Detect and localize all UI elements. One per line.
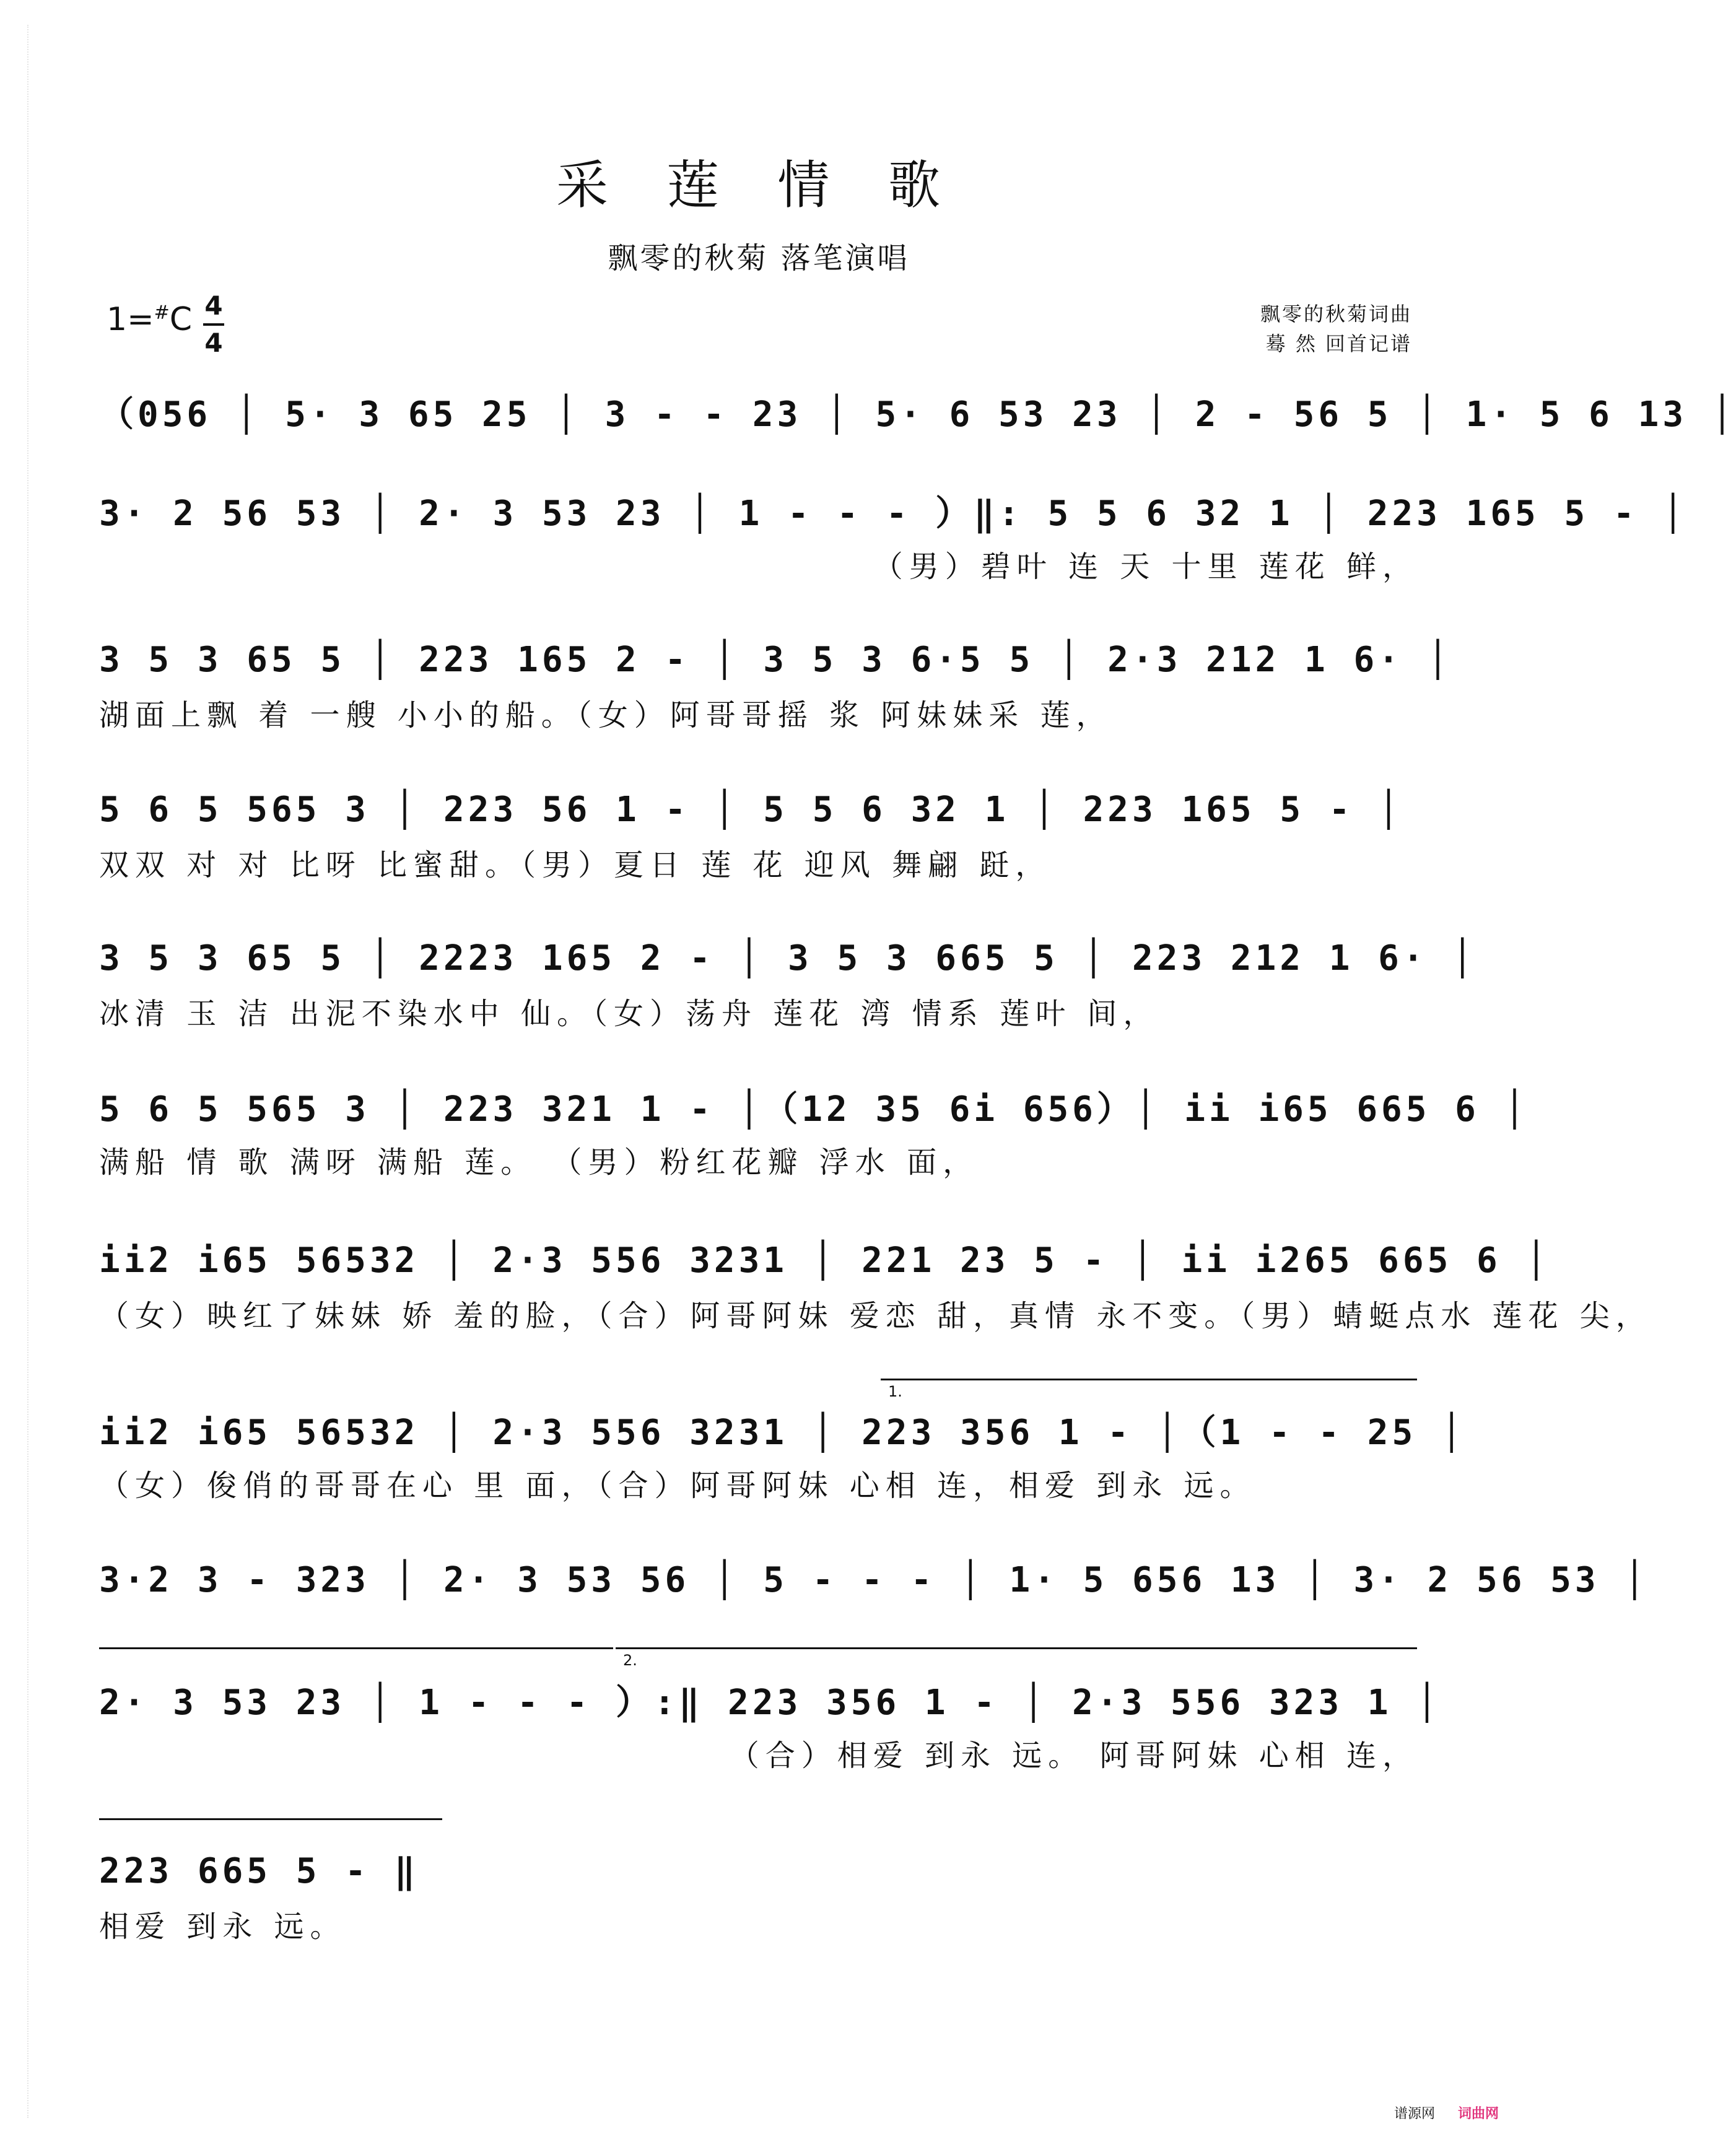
notation-line: ii2 i65 56532 │ 2·3 556 3231 │ 223 356 1 - │（1 - - 25 │ <box>99 1413 1466 1453</box>
score-system-4 <box>99 782 1418 887</box>
footer-source: 谱源网 <box>1394 2106 1435 2122</box>
song-title: 采 莲 情 歌 <box>556 155 962 216</box>
score-system-11 <box>99 1843 458 1948</box>
volta-bracket-2-cont <box>99 1818 442 1832</box>
lyric-line: （女）俊俏的哥哥在心 里 面，（合）阿哥阿妹 心相 连，相爱 到永 远。 <box>99 1468 1256 1503</box>
lyric-line: 满船 情 歌 满呀 满船 莲。 （男）粉红花瓣 浮水 面， <box>99 1144 979 1180</box>
notation-line: 3·2 3 - 323 │ 2· 3 53 56 │ 5 - - - │ 1· 5 656 13 │ 3· 2 56 53 │ <box>99 1559 1649 1600</box>
notation-line: 3· 2 56 53 │ 2· 3 53 23 │ 1 - - - ）‖: 5 5 6 32 1 │ 223 165 5 - │ <box>99 494 1688 534</box>
footer-brand: 词曲网 <box>1457 2106 1499 2122</box>
score-system-7 <box>99 1232 1652 1338</box>
score-system-6 <box>99 1079 1529 1184</box>
left-watermark-strip <box>2 25 28 2118</box>
notation-line: 5 6 5 565 3 │ 223 56 1 - │ 5 5 6 32 1 │ 223 165 5 - │ <box>99 789 1403 830</box>
page-footer <box>1394 2103 1499 2122</box>
score-system-2 <box>99 483 1688 588</box>
credit-notation: 蓦 然 回首记谱 <box>1265 332 1412 355</box>
lyric-line: （女）映红了妹妹 娇 羞的脸，（合）阿哥阿妹 爱恋 甜，真情 永不变。（男）蜻蜓点水 莲花 尖， <box>99 1298 1652 1333</box>
volta-bracket-2: 2. <box>616 1647 1417 1662</box>
notation-line: （056 │ 5· 3 65 25 │ 3 - - 23 │ 5· 6 53 23 │ 2 - 56 5 │ 1· 5 6 13 │ <box>99 394 1736 435</box>
lyric-line: （男）碧叶 连 天 十里 莲花 鲜， <box>873 549 1418 584</box>
volta-bracket-1: 1. <box>881 1379 1417 1393</box>
time-signature: 4 4 <box>203 289 224 360</box>
notation-line: 2· 3 53 23 │ 1 - - - ）:‖ 223 356 1 - │ 2·3 556 323 1 │ <box>99 1683 1441 1723</box>
lyric-line: 双双 对 对 比呀 比蜜甜。（男）夏日 莲 花 迎风 舞翩 跹， <box>99 847 1052 882</box>
notation-line: ii2 i65 56532 │ 2·3 556 3231 │ 221 23 5 - │ ii i265 665 6 │ <box>99 1240 1551 1281</box>
song-subtitle: 飘零的秋菊 落笔演唱 <box>608 241 910 276</box>
credit-lyrics: 飘零的秋菊词曲 <box>1260 302 1412 326</box>
key-signature: 1=#C <box>107 301 193 338</box>
score-system-9 <box>99 1552 1649 1608</box>
score-system-1 <box>99 384 1736 440</box>
notation-line: 3 5 3 65 5 │ 2223 165 2 - │ 3 5 3 665 5 │ 223 212 1 6· │ <box>99 938 1477 978</box>
notation-line: 5 6 5 565 3 │ 223 321 1 - │（12 35 6i 656）│ ii i65 665 6 │ <box>99 1089 1529 1130</box>
score-system-5 <box>99 930 1477 1035</box>
notation-line: 3 5 3 65 5 │ 223 165 2 - │ 3 5 3 6·5 5 │ 2·3 212 1 6· │ <box>99 639 1452 680</box>
score-system-8 <box>99 1402 1466 1507</box>
lyric-line: （合）相爱 到永 远。 阿哥阿妹 心相 连， <box>729 1738 1418 1773</box>
lyric-line: 湖面上飘 着 一艘 小小的船。（女）阿哥哥摇 浆 阿妹妹采 莲， <box>99 697 1112 733</box>
score-system-3 <box>99 632 1452 737</box>
notation-line: 223 665 5 - ‖ <box>99 1850 419 1891</box>
score-system-10 <box>99 1672 1441 1777</box>
lyric-line: 相爱 到永 远。 <box>99 1909 346 1944</box>
volta-bracket-1-cont <box>99 1647 613 1662</box>
lyric-line: 冰清 玉 洁 出泥不染水中 仙。（女）荡舟 莲花 湾 情系 莲叶 间， <box>99 996 1159 1031</box>
